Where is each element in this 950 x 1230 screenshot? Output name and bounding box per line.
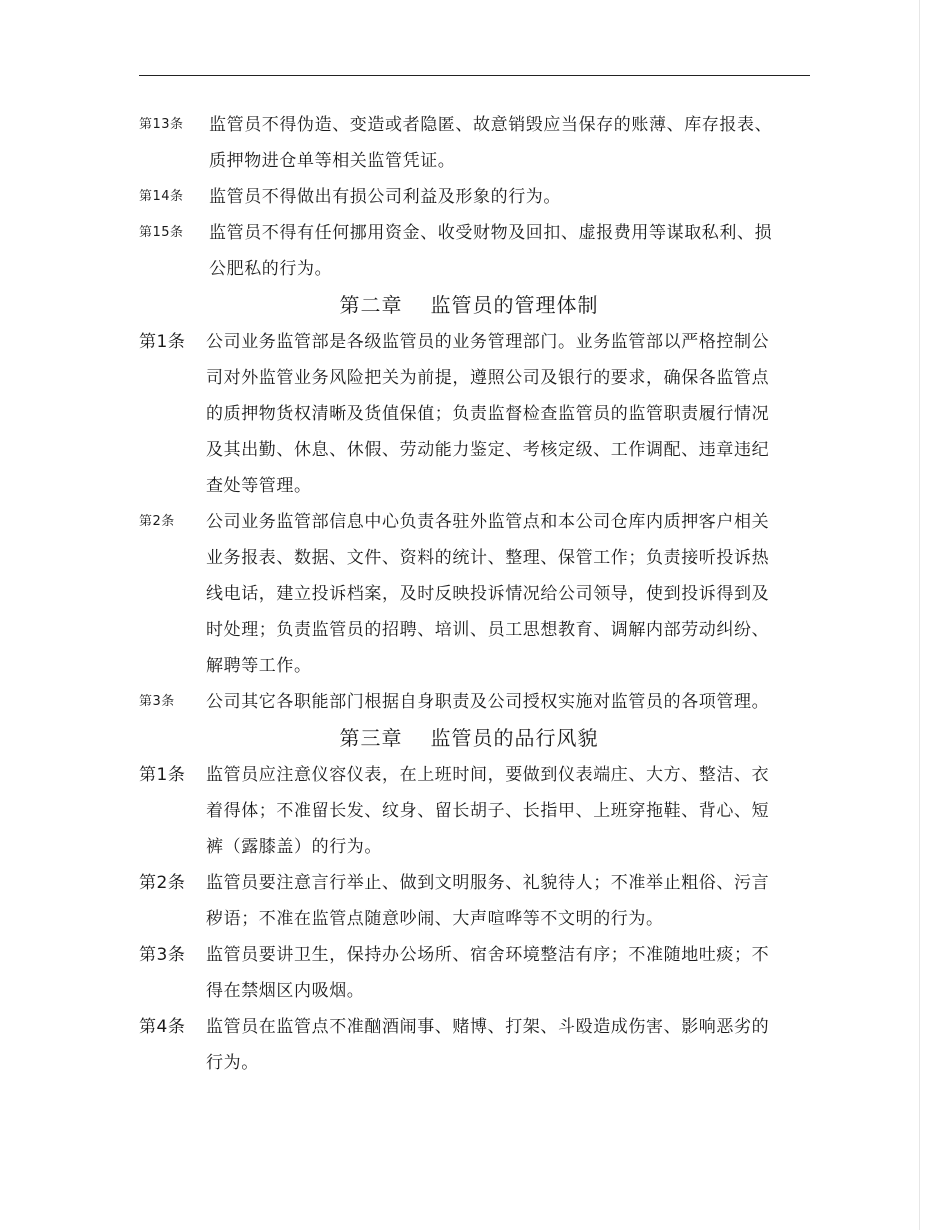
article-text: 监管员不得伪造、变造或者隐匿、故意销毁应当保存的账薄、库存报表、质押物进仓单等相关监管凭证。 [209, 115, 773, 171]
article-15 [139, 215, 779, 287]
article-13 [139, 107, 779, 179]
article-text: 监管员应注意仪容仪表，在上班时间，要做到仪表端庄、大方、整洁、衣着得体；不准留长发、纹身、留长胡子、长指甲、上班穿拖鞋、背心、短裤（露膝盖）的行为。 [206, 765, 770, 857]
article-number: 第3条 [139, 945, 186, 965]
chapter3-article-1 [139, 757, 779, 865]
articles-block-b [139, 324, 779, 720]
chapter-2-heading [139, 285, 779, 325]
article-text: 公司其它各职能部门根据自身职责及公司授权实施对监管员的各项管理。 [206, 692, 770, 712]
article-number: 第3条 [139, 694, 175, 709]
document-body [139, 107, 779, 1081]
chapter3-article-3 [139, 937, 779, 1009]
chapter3-article-2 [139, 865, 779, 937]
chapter-title: 监管员的品行风貌 [430, 726, 599, 750]
article-number: 第15条 [139, 225, 184, 240]
article-text: 监管员要注意言行举止、做到文明服务、礼貌待人；不准举止粗俗、污言秽语；不准在监管点随意吵闹、大声喧哗等不文明的行为。 [206, 873, 770, 929]
article-number: 第13条 [139, 117, 184, 132]
article-number: 第2条 [139, 514, 175, 529]
chapter-number: 第三章 [339, 726, 403, 750]
articles-block-a [139, 107, 779, 287]
chapter-number: 第二章 [339, 293, 403, 317]
article-text: 监管员不得做出有损公司利益及形象的行为。 [209, 187, 561, 207]
articles-block-c [139, 757, 779, 1081]
article-number: 第1条 [139, 765, 186, 785]
article-text: 监管员在监管点不准酗酒闹事、赌博、打架、斗殴造成伤害、影响恶劣的行为。 [206, 1017, 770, 1073]
chapter2-article-1 [139, 324, 779, 504]
article-text: 监管员要讲卫生，保持办公场所、宿舍环境整洁有序；不准随地吐痰；不得在禁烟区内吸烟。 [206, 945, 770, 1001]
header-rule [139, 75, 810, 76]
article-text: 公司业务监管部是各级监管员的业务管理部门。业务监管部以严格控制公司对外监管业务风险把关为前提，遵照公司及银行的要求，确保各监管点的质押物货权清晰及货值保值；负责监督检查监管员的监管职责履行情况及其出勤、休息、休假、劳动能力鉴定、考核定级、工作调配、违章违纪查处等管理。 [206, 332, 770, 496]
page-edge-line [919, 0, 920, 1230]
article-number: 第2条 [139, 873, 186, 893]
article-number: 第14条 [139, 189, 184, 204]
article-number: 第1条 [139, 332, 186, 352]
chapter3-article-4 [139, 1009, 779, 1081]
chapter-3-heading [139, 718, 779, 758]
chapter2-article-3 [139, 684, 779, 720]
chapter2-article-2 [139, 504, 779, 684]
article-14 [139, 179, 779, 215]
article-text: 监管员不得有任何挪用资金、收受财物及回扣、虚报费用等谋取私利、损公肥私的行为。 [209, 223, 773, 279]
chapter-title: 监管员的管理体制 [430, 293, 599, 317]
article-number: 第4条 [139, 1017, 186, 1037]
article-text: 公司业务监管部信息中心负责各驻外监管点和本公司仓库内质押客户相关业务报表、数据、文件、资料的统计、整理、保管工作；负责接听投诉热线电话，建立投诉档案，及时反映投诉情况给公司领导，使到投诉得到及时处理；负责监管员的招聘、培训、员工思想教育、调解内部劳动纠纷、解聘等工作。 [206, 512, 770, 676]
